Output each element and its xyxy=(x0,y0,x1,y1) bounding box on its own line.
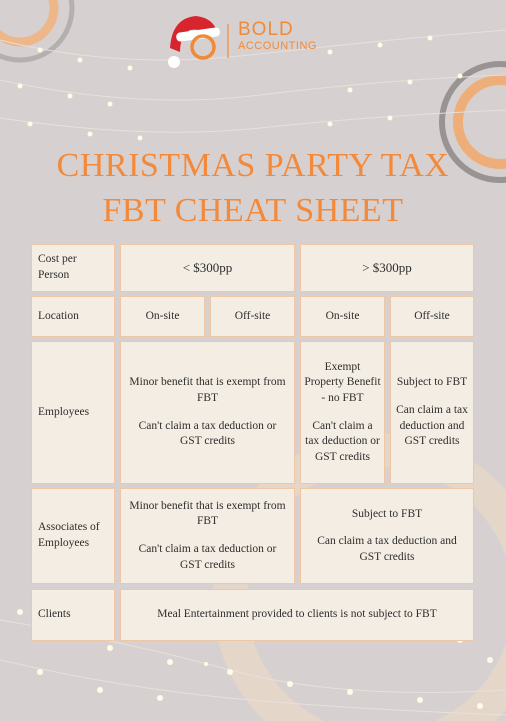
associates-over-line1: Subject to FBT xyxy=(351,507,423,520)
cost-under-text: < $300pp xyxy=(182,260,233,276)
offsite-text-2: Off-site xyxy=(414,309,450,322)
associates-label: Associates of Employees xyxy=(38,521,100,549)
clients-text: Meal Entertainment provided to clients is not subject to FBT xyxy=(157,608,437,621)
brand-subtitle: ACCOUNTING xyxy=(238,40,317,52)
row-label-cost xyxy=(31,244,115,292)
logo-ring-icon xyxy=(192,36,214,58)
clients-label: Clients xyxy=(38,608,71,621)
associates-over-300 xyxy=(300,488,474,584)
title-line-2: FBT CHEAT SHEET xyxy=(102,192,404,229)
clients-cell xyxy=(120,589,474,641)
employees-label: Employees xyxy=(38,405,90,418)
employees-over-offsite-line1: Subject to FBT xyxy=(396,376,468,389)
location-label: Location xyxy=(38,309,79,322)
brand-name: BOLD xyxy=(238,19,294,40)
row-label-clients xyxy=(31,589,115,641)
associates-under-300 xyxy=(120,488,295,584)
onsite-text-1: On-site xyxy=(145,309,180,322)
employees-over-onsite-line2: Can't claim a tax deduction or GST credits xyxy=(305,419,380,463)
employees-under-line2: Can't claim a tax deduction or GST credits xyxy=(138,419,277,448)
cost-label: Cost per Person xyxy=(38,253,77,281)
cost-under-300 xyxy=(120,244,295,292)
brand-text xyxy=(238,20,317,52)
row-label-employees xyxy=(31,341,115,484)
cost-over-text: > $300pp xyxy=(362,260,412,276)
location-onsite-under xyxy=(120,296,205,337)
employees-under-line1: Minor benefit that is exempt from FBT xyxy=(129,376,286,404)
row-label-location xyxy=(31,296,115,337)
employees-over-onsite xyxy=(300,341,385,484)
employees-over-offsite-line2: Can claim a tax deduction and GST credits xyxy=(396,403,468,448)
offsite-text-1: Off-site xyxy=(234,309,271,322)
location-offsite-under xyxy=(210,296,295,337)
employees-under-300 xyxy=(120,341,295,484)
associates-under-line2: Can't claim a tax deduction or GST credits xyxy=(138,543,277,571)
row-label-associates xyxy=(31,488,115,584)
employees-over-offsite xyxy=(390,341,474,484)
associates-under-line1: Minor benefit that is exempt from FBT xyxy=(129,499,286,528)
onsite-text-2: On-site xyxy=(325,309,360,322)
location-offsite-over xyxy=(390,296,474,337)
cost-over-300 xyxy=(300,244,474,292)
associates-over-line2: Can claim a tax deduction and GST credits xyxy=(317,535,457,563)
employees-over-onsite-line1: Exempt Property Benefit - no FBT xyxy=(304,360,381,404)
location-onsite-over xyxy=(300,296,385,337)
title-line-1: CHRISTMAS PARTY TAX xyxy=(56,147,450,184)
